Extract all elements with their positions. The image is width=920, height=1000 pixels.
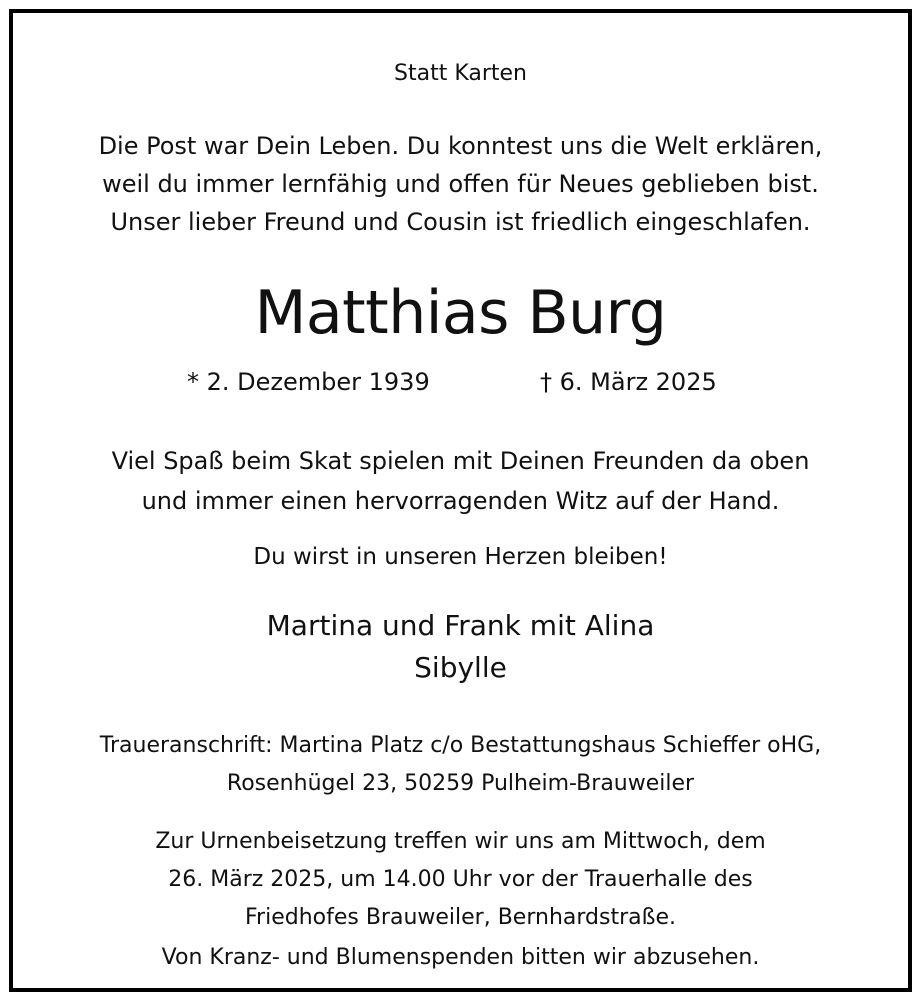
mourners	[13, 605, 908, 689]
notice-border	[9, 9, 912, 992]
donation-note-text: Von Kranz- und Blumenspenden bitten wir abzusehen.	[161, 945, 760, 970]
skat-paragraph	[13, 441, 908, 521]
intro-line: Die Post war Dein Leben. Du konntest uns die Welt erklären,	[98, 132, 823, 160]
mourner-line: Sibylle	[414, 651, 507, 684]
donation-note	[13, 941, 908, 975]
deceased-name	[13, 273, 908, 353]
address-line: Rosenhügel 23, 50259 Pulheim-Brauweiler	[226, 771, 695, 796]
intro-line: weil du immer lernfähig und offen für Neues geblieben bist.	[102, 170, 819, 198]
death-date: † 6. März 2025	[540, 368, 717, 396]
funeral-line: 26. März 2025, um 14.00 Uhr vor der Trauerhalle des	[168, 867, 753, 892]
skat-line: und immer einen hervorragenden Witz auf der Hand.	[141, 487, 780, 515]
mourning-address	[13, 727, 908, 803]
intro-line: Unser lieber Freund und Cousin ist friedlich eingeschlafen.	[110, 208, 811, 236]
funeral-line: Friedhofes Brauweiler, Bernhardstraße.	[244, 905, 676, 930]
deceased-name-text: Matthias Burg	[254, 278, 667, 348]
funeral-line: Zur Urnenbeisetzung treffen wir uns am Mittwoch, dem	[155, 829, 766, 854]
obituary-notice	[13, 13, 908, 988]
notice-header	[13, 59, 908, 89]
funeral-info	[13, 823, 908, 937]
header-text: Statt Karten	[394, 61, 527, 86]
hearts-line	[13, 540, 908, 574]
birth-date: * 2. Dezember 1939	[187, 368, 430, 396]
hearts-text: Du wirst in unseren Herzen bleiben!	[253, 544, 668, 570]
mourner-line: Martina und Frank mit Alina	[266, 609, 655, 642]
skat-line: Viel Spaß beim Skat spielen mit Deinen Freunden da oben	[111, 447, 810, 475]
intro-paragraph	[13, 127, 908, 241]
address-line: Traueranschrift: Martina Platz c/o Bestattungshaus Schieffer oHG,	[99, 733, 822, 758]
